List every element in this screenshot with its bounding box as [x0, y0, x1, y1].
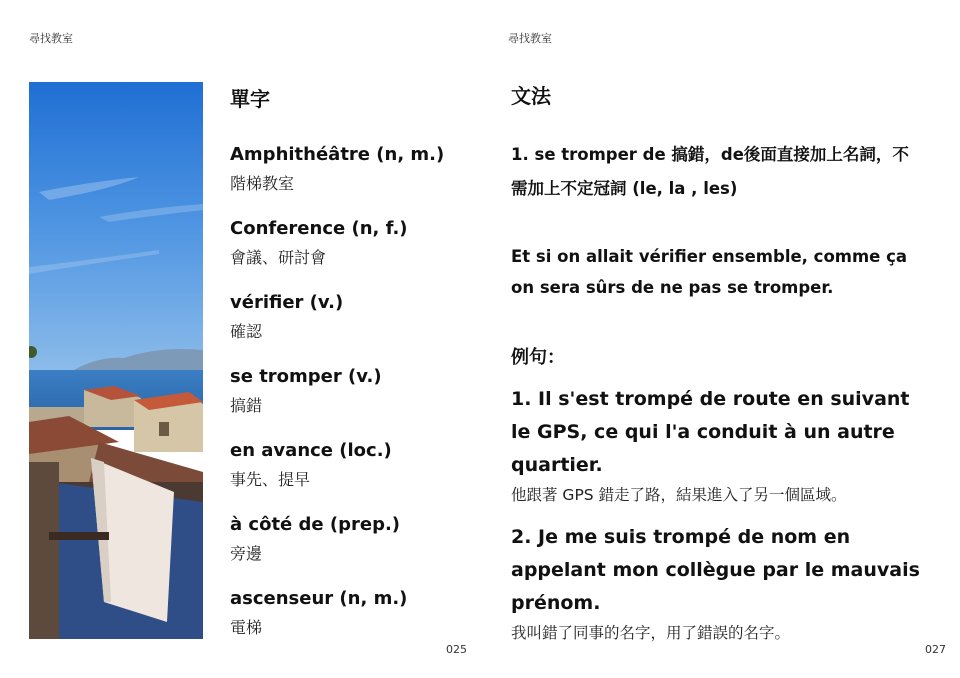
running-header-right: 尋找教室 — [508, 32, 552, 45]
example-chinese: 我叫錯了同事的名字，用了錯誤的名字。 — [511, 624, 791, 642]
vocab-title: 單字 — [230, 87, 270, 111]
vocab-meaning: 階梯教室 — [230, 174, 295, 193]
vocab-meaning: 旁邊 — [230, 544, 263, 563]
vocab-meaning: 電梯 — [230, 618, 263, 637]
example-sentence-2 — [511, 521, 931, 646]
vocab-item — [230, 584, 460, 658]
example-sentence-1 — [511, 383, 931, 508]
page-number-left: 025 — [446, 643, 467, 656]
vocab-item — [230, 362, 460, 436]
vocab-word: à côté de (prep.) — [230, 514, 401, 535]
vocab-list — [230, 140, 460, 658]
vocab-item — [230, 510, 460, 584]
vocab-word: Amphithéâtre (n, m.) — [230, 144, 445, 165]
example-french: 1. Il s'est trompé de route en suivant le GPS, ce qui l'a conduit à un autre quartier. — [511, 388, 910, 476]
vocab-meaning: 搞錯 — [230, 396, 263, 415]
vocab-word: se tromper (v.) — [230, 366, 382, 387]
vocab-word: Conference (n, f.) — [230, 218, 408, 239]
grammar-rule: 1. se tromper de 搞錯，de後面直接加上名詞，不需加上不定冠詞 (le, la , les) — [511, 145, 909, 198]
vocab-item — [230, 436, 460, 510]
vocab-meaning: 會議、研討會 — [230, 248, 327, 267]
vocab-meaning: 確認 — [230, 322, 263, 341]
vocab-item — [230, 140, 460, 214]
vocab-item — [230, 214, 460, 288]
example-french: 2. Je me suis trompé de nom en appelant mon collègue par le mauvais prénom. — [511, 526, 920, 614]
examples-label: 例句： — [511, 347, 565, 368]
grammar-example-sentence: Et si on allait vérifier ensemble, comme ça on sera sûrs de ne pas se tromper. — [511, 247, 908, 297]
vocab-word: en avance (loc.) — [230, 440, 392, 461]
photo-coastal-village — [29, 82, 203, 639]
vocab-item — [230, 288, 460, 362]
example-chinese: 他跟著 GPS 錯走了路，結果進入了另一個區域。 — [511, 486, 847, 504]
vocab-meaning: 事先、提早 — [230, 470, 311, 489]
vocab-word: vérifier (v.) — [230, 292, 344, 313]
page-number-right: 027 — [925, 643, 946, 656]
running-header-left: 尋找教室 — [29, 32, 73, 45]
vocab-word: ascenseur (n, m.) — [230, 588, 408, 609]
grammar-title: 文法 — [511, 84, 551, 108]
